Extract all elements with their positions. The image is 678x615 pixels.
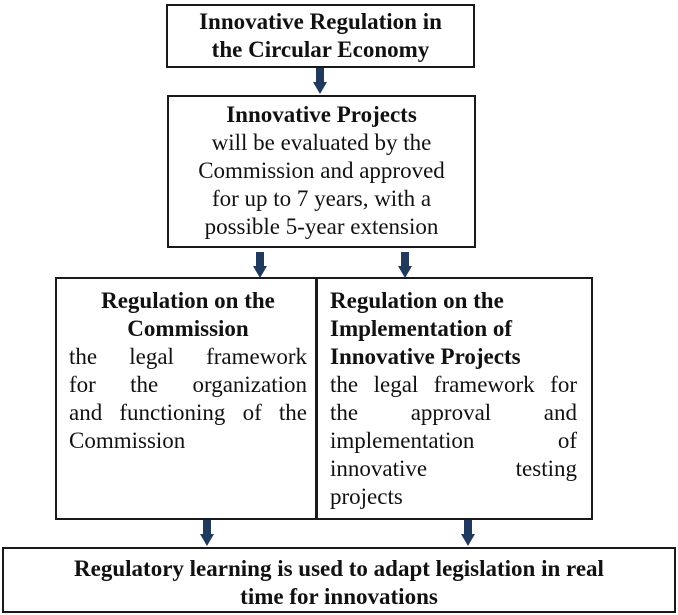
regulatory-learning-box bbox=[2, 547, 676, 613]
innovative-projects-box bbox=[167, 95, 476, 248]
arrow-down-icon bbox=[200, 520, 214, 546]
left-box-title-line1: Regulation on the bbox=[101, 288, 275, 313]
left-box-title-line2: Commission bbox=[127, 316, 249, 341]
left-box-line: and functioning of the bbox=[69, 400, 307, 425]
projects-line: Commission and approved bbox=[198, 158, 445, 183]
arrow-down-icon bbox=[398, 252, 412, 278]
regulation-implementation-box bbox=[316, 277, 593, 520]
right-box-line: projects bbox=[330, 484, 403, 509]
bottom-box-line2: time for innovations bbox=[240, 584, 438, 609]
regulation-commission-box bbox=[55, 277, 317, 520]
arrow-down-icon bbox=[253, 252, 267, 278]
right-box-title-line2: Implementation of bbox=[330, 316, 513, 341]
top-box-title-line1: Innovative Regulation in bbox=[199, 9, 442, 34]
right-box-line: the approval and bbox=[330, 400, 577, 425]
left-box-line: for the organization bbox=[69, 372, 307, 397]
left-box-line: the legal framework bbox=[69, 344, 307, 369]
top-box-title-line2: the Circular Economy bbox=[211, 37, 430, 62]
top-box bbox=[166, 4, 475, 68]
projects-line: possible 5-year extension bbox=[204, 214, 439, 239]
right-box-title-line1: Regulation on the bbox=[330, 288, 504, 313]
projects-title: Innovative Projects bbox=[226, 102, 417, 127]
projects-line: will be evaluated by the bbox=[211, 130, 432, 155]
right-box-line: implementation of bbox=[330, 428, 577, 453]
arrow-down-icon bbox=[313, 68, 327, 94]
bottom-box-line1: Regulatory learning is used to adapt legislation in real bbox=[74, 556, 604, 581]
left-box-line: Commission bbox=[69, 428, 186, 453]
right-box-line: the legal framework for bbox=[330, 372, 577, 397]
arrow-down-icon bbox=[461, 520, 475, 546]
projects-line: for up to 7 years, with a bbox=[211, 186, 432, 211]
right-box-line: innovative testing bbox=[330, 456, 577, 481]
right-box-title-line3: Innovative Projects bbox=[330, 344, 521, 369]
